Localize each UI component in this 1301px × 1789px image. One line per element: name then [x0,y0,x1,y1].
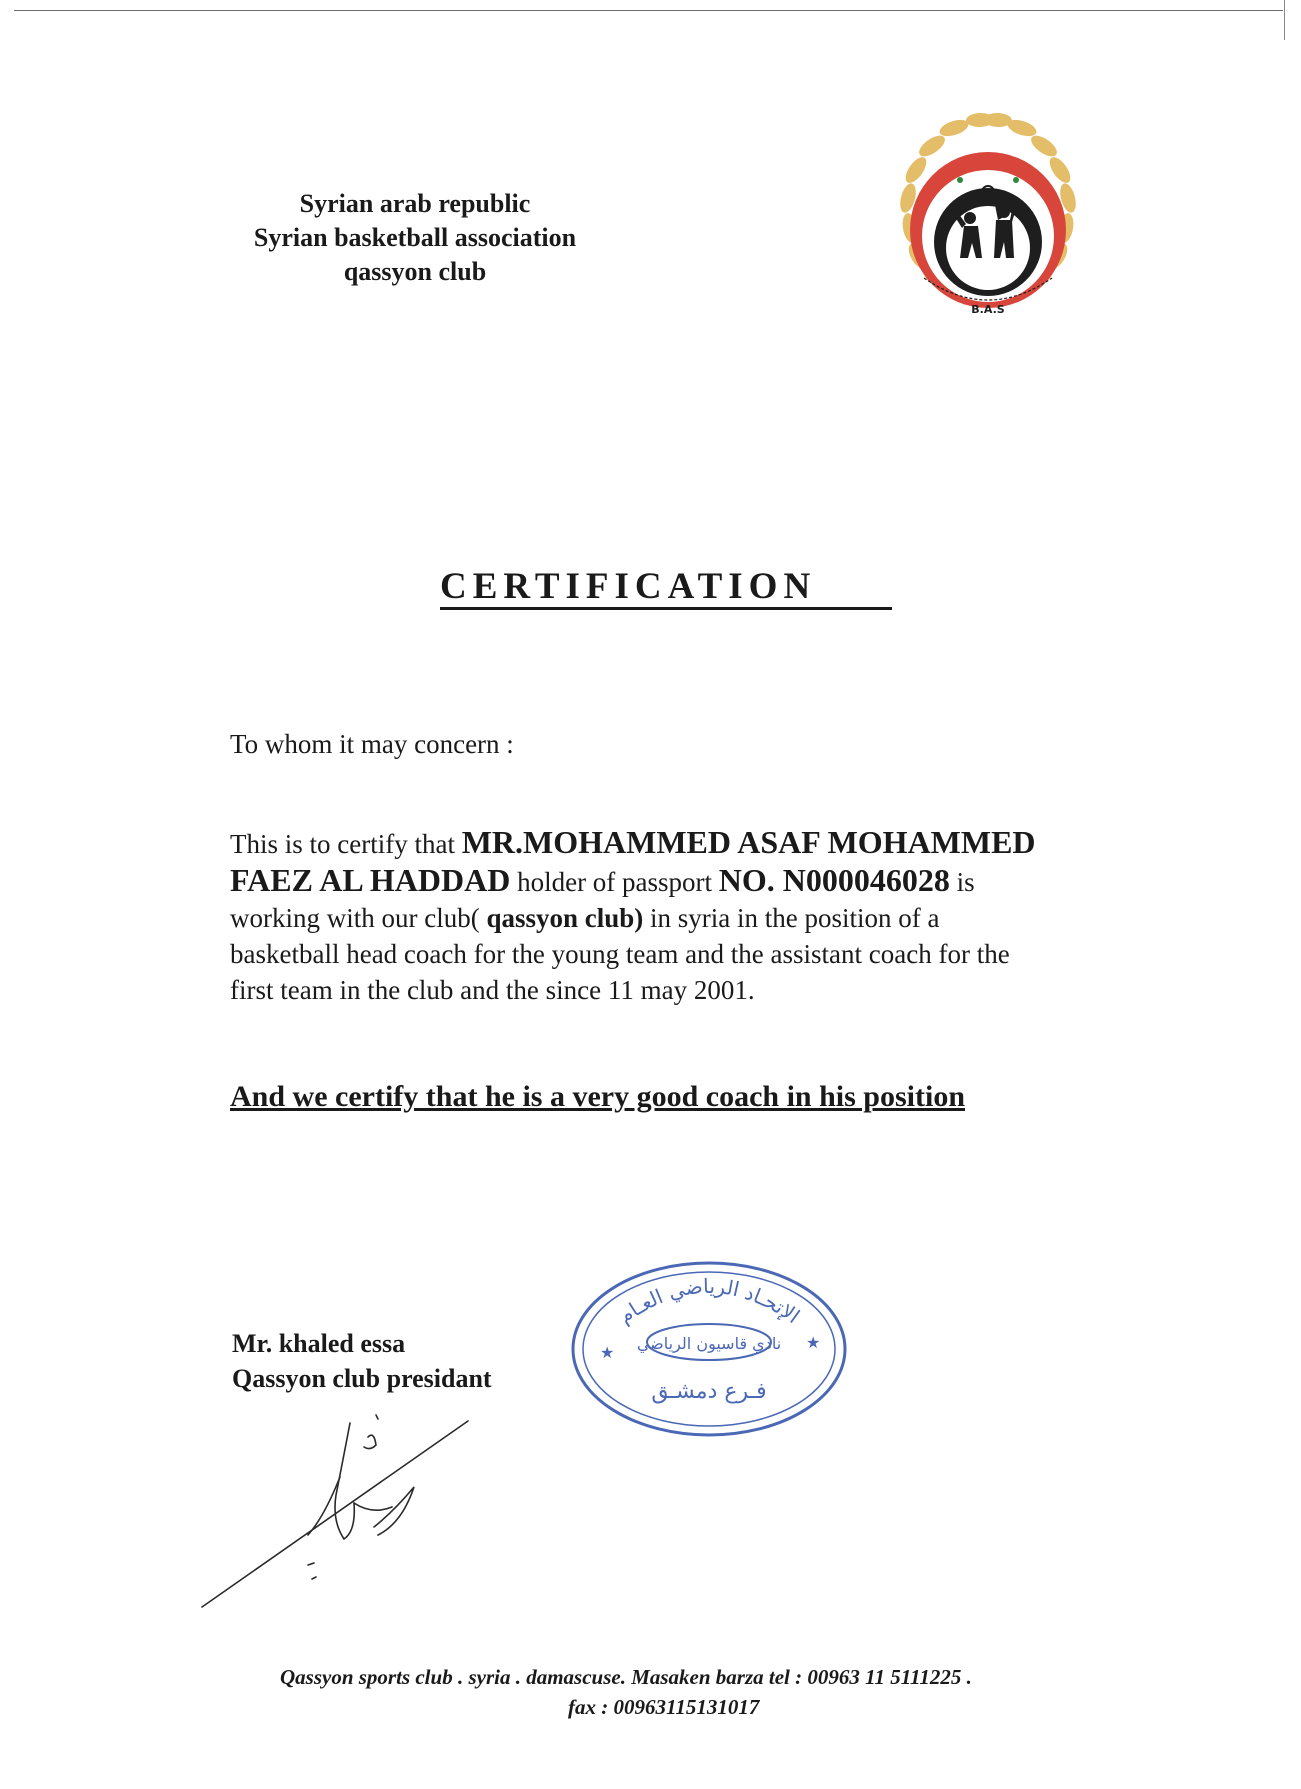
scan-edge-line-vertical [1284,0,1285,40]
stamp-center-text: نادي قاسيون الرياضي [636,1334,782,1353]
holder-name-part2: FAEZ AL HADDAD [230,862,511,898]
scan-edge-line [14,10,1283,11]
footer-fax: fax : 00963115131017 [568,1695,760,1719]
signer-title: Qassyon club presidant [232,1364,492,1393]
certify-statement: And we certify that he is a very good coach in his position [230,1080,965,1113]
certificate-body [230,824,1130,1008]
document-title: CERTIFICATION [440,566,817,607]
body-line-2 [230,862,1130,900]
body-intro: This is to certify that [230,829,462,859]
body-line-5: first team in the club and the since 11 may 2001. [230,975,755,1005]
holder-name-part1: MR.MOHAMMED ASAF MOHAMMED [461,824,1036,860]
association-logo-icon [890,108,1086,336]
body-is: is [949,867,975,897]
letterhead-country: Syrian arab republic [299,189,531,218]
footer [280,1662,1080,1722]
letterhead-club: qassyon club [343,257,487,286]
body-position: in syria in the position of a [643,903,940,933]
body-line-4: basketball head coach for the young team and the assistant coach for the [230,939,1010,969]
club-stamp-icon [568,1258,850,1440]
passport-number: NO. N000046028 [718,862,950,898]
logo-caption: B.A.S [971,303,1005,316]
body-working: working with our club( [230,903,487,933]
stamp-star-icon: ★ [600,1345,615,1362]
stamp-bottom-text: فـرع دمشـق [651,1379,767,1404]
letterhead [215,187,615,289]
salutation: To whom it may concern : [230,729,514,759]
handwritten-signature [196,1385,486,1620]
letterhead-association: Syrian basketball association [253,223,577,252]
signer-name: Mr. khaled essa [232,1329,406,1358]
body-line-3 [230,900,1130,936]
footer-address: Qassyon sports club . syria . damascuse. Masaken barza tel : 00963 11 5111225 . [280,1665,972,1689]
stamp-star-icon: ★ [806,1335,821,1352]
club-name: qassyon club) [486,903,644,933]
body-line-1 [230,824,1130,862]
svg-text:الإتحـاد الرياضي العـام [614,1274,804,1328]
title-underline [440,607,892,610]
stamp-top-text: الإتحـاد الرياضي العـام [613,1273,805,1329]
passport-label: holder of passport [510,867,719,897]
